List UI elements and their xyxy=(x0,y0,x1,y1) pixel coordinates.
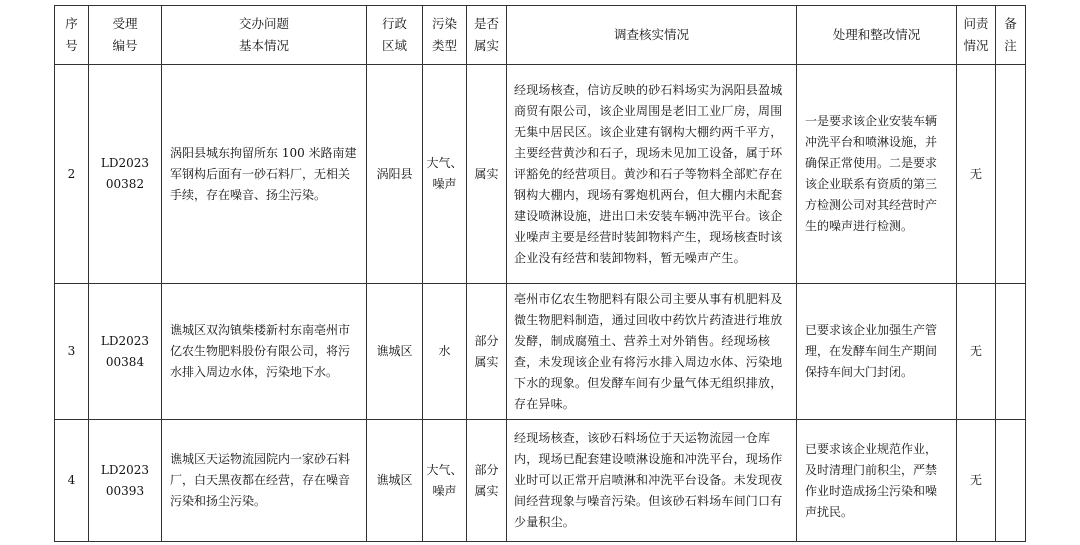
complaint-table xyxy=(54,5,1026,542)
cell-accountability: 无 xyxy=(957,284,996,420)
header-verified xyxy=(467,6,507,65)
header-region-line2: 区域 xyxy=(381,38,407,53)
header-verified-line2: 属实 xyxy=(473,38,499,53)
header-handling: 处理和整改情况 xyxy=(797,6,957,65)
cell-code: LD2023 00393 xyxy=(89,420,162,542)
header-investigation: 调查核实情况 xyxy=(507,6,797,65)
header-code-line2: 编号 xyxy=(112,38,138,53)
cell-remarks xyxy=(996,284,1026,420)
header-issue-line2: 基本情况 xyxy=(238,38,289,53)
header-remarks-line2: 注 xyxy=(1004,38,1017,53)
cell-verified: 部分 属实 xyxy=(467,284,507,420)
table-row xyxy=(55,420,1026,542)
header-pollution-line1: 污染 xyxy=(431,16,457,31)
cell-verified: 属实 xyxy=(467,65,507,284)
header-accountability-line2: 情况 xyxy=(963,38,989,53)
header-seq-line2: 号 xyxy=(65,38,78,53)
cell-seq: 2 xyxy=(55,65,89,284)
header-verified-line1: 是否 xyxy=(473,16,499,31)
header-region xyxy=(367,6,423,65)
cell-seq: 3 xyxy=(55,284,89,420)
header-remarks xyxy=(996,6,1026,65)
cell-issue: 涡阳县城东拘留所东 100 米路南建军钢构后面有一砂石料厂，无相关手续，存在噪音、扬尘污染。 xyxy=(162,65,367,284)
cell-remarks xyxy=(996,65,1026,284)
header-row xyxy=(55,6,1026,65)
cell-handling: 已要求该企业规范作业，及时清理门前积尘，严禁作业时造成扬尘污染和噪声扰民。 xyxy=(797,420,957,542)
cell-handling: 已要求该企业加强生产管理，在发酵车间生产期间保持车间大门封闭。 xyxy=(797,284,957,420)
cell-verified: 部分 属实 xyxy=(467,420,507,542)
header-code xyxy=(89,6,162,65)
complaint-table-container xyxy=(54,5,1026,542)
cell-remarks xyxy=(996,420,1026,542)
cell-issue: 谯城区天运物流园院内一家砂石料厂，白天黑夜都在经营，存在噪音污染和扬尘污染。 xyxy=(162,420,367,542)
cell-accountability: 无 xyxy=(957,65,996,284)
cell-region: 涡阳县 xyxy=(367,65,423,284)
header-seq xyxy=(55,6,89,65)
header-issue-line1: 交办问题 xyxy=(238,16,289,31)
header-pollution-line2: 类型 xyxy=(431,38,457,53)
cell-accountability: 无 xyxy=(957,420,996,542)
header-issue xyxy=(162,6,367,65)
cell-region: 谯城区 xyxy=(367,420,423,542)
table-row xyxy=(55,65,1026,284)
cell-code: LD2023 00384 xyxy=(89,284,162,420)
header-pollution xyxy=(423,6,467,65)
cell-issue: 谯城区双沟镇柴楼新村东南亳州市亿农生物肥料股份有限公司，将污水排入周边水体，污染地下水。 xyxy=(162,284,367,420)
cell-code: LD2023 00382 xyxy=(89,65,162,284)
cell-region: 谯城区 xyxy=(367,284,423,420)
header-code-line1: 受理 xyxy=(112,16,138,31)
cell-pollution: 大气、 噪声 xyxy=(423,65,467,284)
header-region-line1: 行政 xyxy=(381,16,407,31)
header-accountability-line1: 问责 xyxy=(963,16,989,31)
cell-investigation: 经现场核查，信访反映的砂石料场实为涡阳县盈城商贸有限公司，该企业周围是老旧工业厂房，周围无集中居民区。该企业建有钢构大棚约两千平方，主要经营黄沙和石子，现场未见加工设备，属于环评豁免的经营项目。黄沙和石子等物料全部贮存在钢构大棚内，现场有雾炮机两台，但大棚内未配套建设喷淋设施，进出口未安装车辆冲洗平台。该企业噪声主要是经营时装卸物料产生，现场核查时该企业没有经营和装卸物料，暂无噪声产生。 xyxy=(507,65,797,284)
header-seq-line1: 序 xyxy=(65,16,78,31)
cell-investigation: 经现场核查，该砂石料场位于天运物流园一仓库内，现场已配套建设喷淋设施和冲洗平台，现场作业时可以正常开启喷淋和冲洗平台设备。未发现夜间经营现象与噪音污染。但该砂石料场车间门口有少量积尘。 xyxy=(507,420,797,542)
cell-seq: 4 xyxy=(55,420,89,542)
cell-investigation: 亳州市亿农生物肥料有限公司主要从事有机肥料及微生物肥料制造，通过回收中药饮片药渣进行堆放发酵，制成腐殖土、营养土对外销售。经现场核查，未发现该企业有将污水排入周边水体、污染地下水的现象。但发酵车间有少量气体无组织排放，存在异味。 xyxy=(507,284,797,420)
cell-pollution: 大气、 噪声 xyxy=(423,420,467,542)
cell-pollution: 水 xyxy=(423,284,467,420)
cell-handling: 一是要求该企业安装车辆冲洗平台和喷淋设施，并确保正常使用。二是要求该企业联系有资质的第三方检测公司对其经营时产生的噪声进行检测。 xyxy=(797,65,957,284)
header-remarks-line1: 备 xyxy=(1004,16,1017,31)
header-accountability xyxy=(957,6,996,65)
table-row xyxy=(55,284,1026,420)
